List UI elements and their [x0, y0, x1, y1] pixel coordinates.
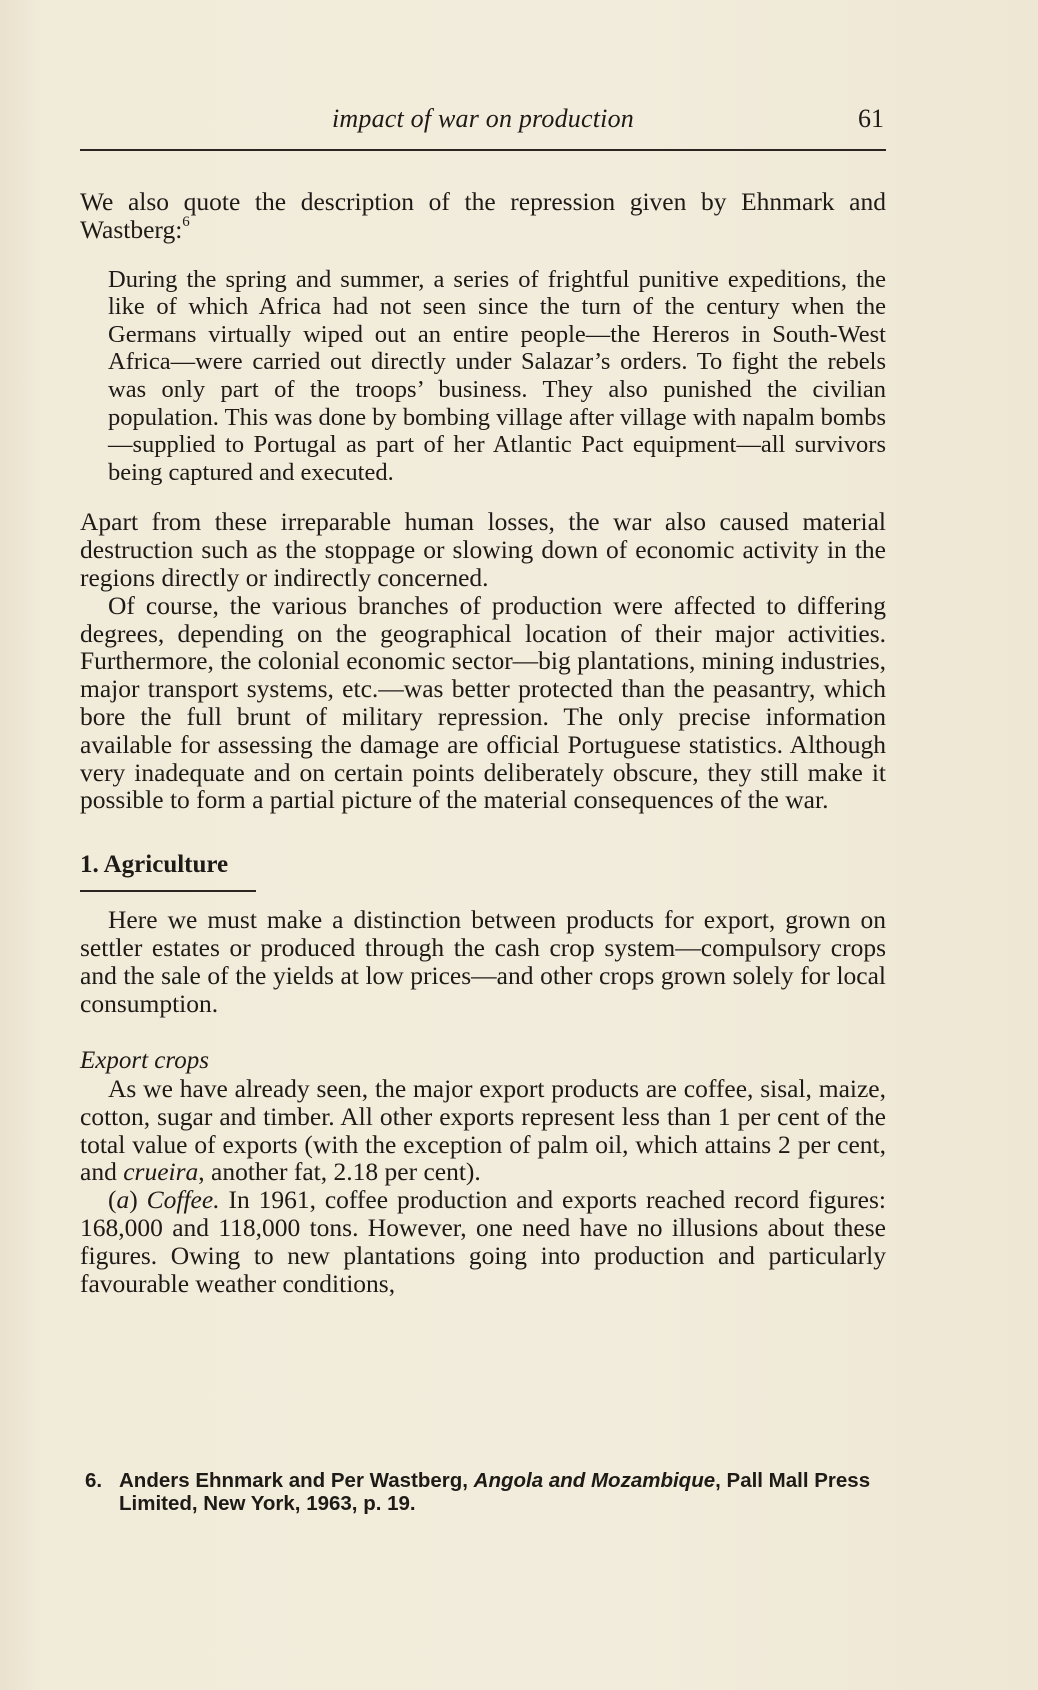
page-header	[80, 104, 886, 140]
export-crops-text-start: As we have already seen, the major export products are coffee, sisal, maize, cotton, sugar and timber. All other exports represent less than 1 per cent of the total value of exports (with the exception of palm oil, which attains 2 per cent, and	[80, 1074, 886, 1187]
coffee-title: Coffee.	[146, 1185, 220, 1215]
page-number: 61	[858, 104, 884, 133]
intro-text: We also quote the description of the repression given by Ehnmark and Wastberg:	[80, 187, 886, 244]
coffee-paragraph	[80, 1186, 886, 1297]
losses-paragraph: Apart from these irreparable human losses, the war also caused material destruction such as the stoppage or slowing down of economic activity in the regions directly or indirectly concerned.	[80, 507, 886, 592]
footnote-book-title: Angola and Mozambique	[473, 1469, 716, 1492]
footnote-line-2: Limited, New York, 1963, p. 19.	[119, 1491, 416, 1515]
footnote-text-before-title: Anders Ehnmark and Per Wastberg,	[119, 1469, 474, 1492]
footnote-text-after-title: , Pall Mall Press	[715, 1469, 871, 1492]
header-rule	[80, 149, 886, 151]
coffee-letter: a	[116, 1185, 130, 1215]
section-heading: 1. Agriculture	[80, 851, 229, 879]
main-text	[80, 188, 886, 1297]
footnote-number: 6.	[85, 1469, 103, 1492]
footnote	[85, 1470, 885, 1515]
export-crops-subheading: Export crops	[80, 1047, 209, 1075]
branches-paragraph: Of course, the various branches of production were affected to differing degrees, depending on the geographical location of their major activities. Furthermore, the colonial economic sector—big plantations, mining industries, major transport systems, etc.—was better protected than the peasantry, which bore the full brunt of military repression. The only precise information available for assessing the damage are official Portuguese statistics. Although very inadequate and on certain points deliberately obscure, they still make it possible to form a partial picture of the material consequences of the war.	[80, 590, 886, 815]
footnote-marker: 6	[182, 214, 190, 231]
intro-paragraph	[80, 188, 886, 244]
running-title: impact of war on production	[332, 104, 634, 133]
footnote-line-1	[85, 1470, 885, 1493]
coffee-text: In 1961, coffee production and exports reached record figures: 168,000 and 118,000 tons. However, one need have no illusions about these figures. Owing to new plantations going into production and particularly favourable weather conditions,	[80, 1185, 886, 1298]
crueira-term: crueira	[123, 1157, 199, 1187]
block-quote: During the spring and summer, a series of frightful punitive expeditions, the like of which Africa had not seen since the turn of the century when the Germans virtually wiped out an entire people—the Hereros in South-West Africa—were carried out directly under Salazar’s orders. To fight the rebels was only part of the troops’ business. They also punished the civilian population. This was done by bombing village after village with napalm bombs—supplied to Portugal as part of her Atlantic Pact equipment—all survivors being captured and executed.	[108, 265, 886, 486]
coffee-label-close: )	[129, 1185, 147, 1215]
export-crops-paragraph	[80, 1075, 886, 1186]
section-rule	[80, 890, 256, 892]
export-crops-text-end: , another fat, 2.18 per cent).	[198, 1157, 481, 1187]
agriculture-intro-paragraph: Here we must make a distinction between products for export, grown on settler estates or produced through the cash crop system—compulsory crops and the sale of the yields at low prices—and other crops grown solely for local consumption.	[80, 905, 886, 1018]
coffee-label-open: (	[108, 1185, 117, 1215]
